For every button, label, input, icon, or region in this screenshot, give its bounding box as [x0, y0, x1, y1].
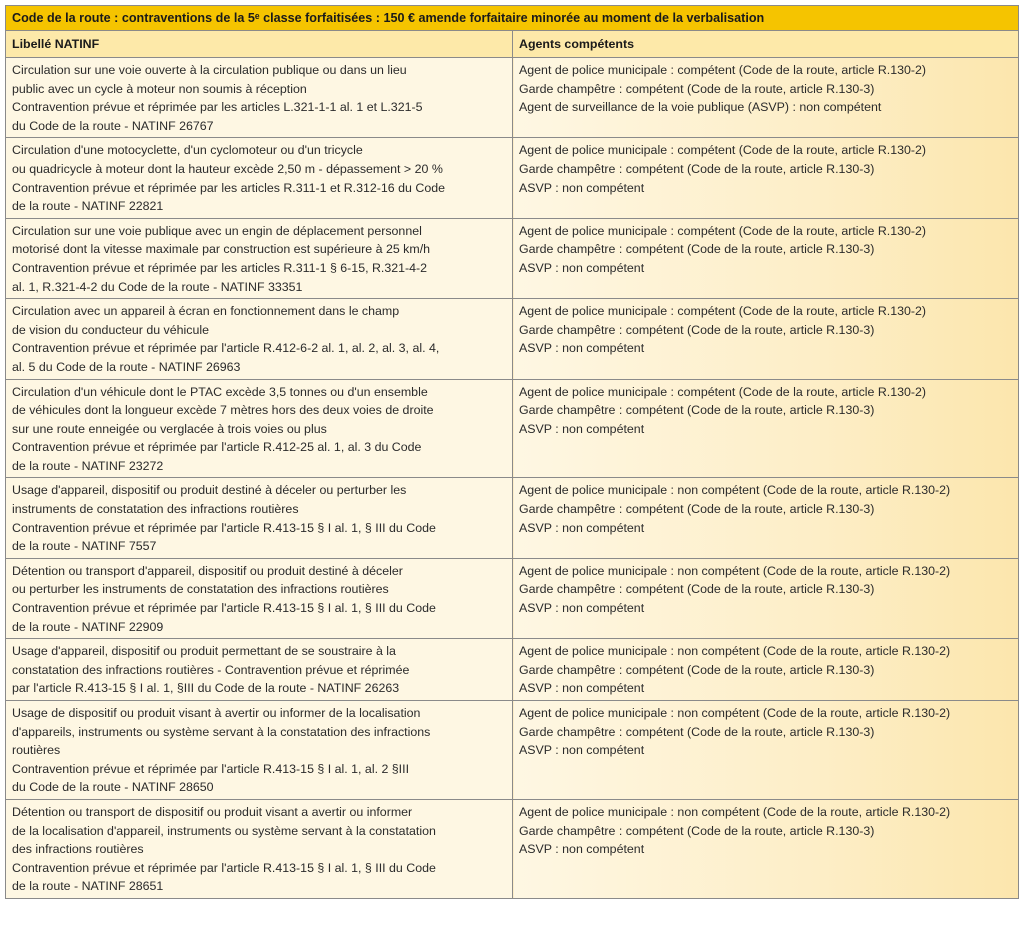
natinf-label-line: de la route - NATINF 23272: [12, 458, 164, 473]
competent-agents-cell: [513, 639, 1019, 701]
agent-competence-line: Agent de surveillance de la voie publique (ASVP) : non compétent: [519, 100, 882, 115]
agent-competence-line: Agent de police municipale : non compétent (Code de la route, article R.130-2): [519, 644, 951, 659]
competent-agents-cell: [513, 558, 1019, 638]
natinf-label-line: par l'article R.413-15 § I al. 1, §III du Code de la route - NATINF 26263: [12, 681, 400, 696]
agent-competence-line: Agent de police municipale : compétent (Code de la route, article R.130-2): [519, 384, 927, 399]
natinf-label-line: Usage de dispositif ou produit visant à avertir ou informer de la localisation: [12, 706, 421, 720]
agent-competence-line: Garde champêtre : compétent (Code de la route, article R.130-3): [519, 582, 875, 597]
natinf-label-line: de la route - NATINF 28651: [12, 879, 164, 894]
table-row: [6, 799, 1019, 898]
natinf-label-cell: [6, 558, 513, 638]
agent-competence-line: Garde champêtre : compétent (Code de la route, article R.130-3): [519, 161, 875, 176]
competent-agents-cell: [513, 478, 1019, 558]
natinf-label-cell: [6, 138, 513, 218]
competent-agents-cell: [513, 299, 1019, 379]
table-title: Code de la route : contraventions de la 5ᵉ classe forfaitisées : 150 € amende forfaitaire minorée au moment de la verbalisation: [6, 6, 1019, 31]
natinf-label-cell: [6, 639, 513, 701]
natinf-label-line: ou perturber les instruments de constatation des infractions routières: [12, 582, 389, 597]
agent-competence-line: Garde champêtre : compétent (Code de la route, article R.130-3): [519, 662, 875, 677]
agent-competence-line: Agent de police municipale : non compétent (Code de la route, article R.130-2): [519, 483, 951, 498]
natinf-label-cell: [6, 478, 513, 558]
header-row: [6, 31, 1019, 58]
agent-competence-line: Agent de police municipale : compétent (Code de la route, article R.130-2): [519, 143, 927, 158]
natinf-label-line: Contravention prévue et réprimée par les articles R.311-1 et R.312-16 du Code: [12, 180, 445, 195]
natinf-label-line: public avec un cycle à moteur non soumis à réception: [12, 81, 307, 96]
natinf-label-line: Contravention prévue et réprimée par l'article R.413-15 § I al. 1, § III du Code: [12, 860, 436, 875]
competent-agents-cell: [513, 799, 1019, 898]
agent-competence-line: Agent de police municipale : compétent (Code de la route, article R.130-2): [519, 304, 927, 319]
agent-competence-line: Garde champêtre : compétent (Code de la route, article R.130-3): [519, 502, 875, 517]
agent-competence-line: Garde champêtre : compétent (Code de la route, article R.130-3): [519, 403, 875, 418]
agent-competence-line: ASVP : non compétent: [519, 180, 645, 195]
table-row: [6, 478, 1019, 558]
agent-competence-line: ASVP : non compétent: [519, 743, 645, 758]
natinf-label-line: Contravention prévue et réprimée par les articles R.311-1 § 6-15, R.321-4-2: [12, 260, 428, 275]
natinf-label-line: Contravention prévue et réprimée par l'article R.413-15 § I al. 1, § III du Code: [12, 601, 436, 616]
natinf-label-line: sur une route enneigée ou verglacée à trois voies ou plus: [12, 421, 327, 436]
competent-agents-cell: [513, 138, 1019, 218]
natinf-label-line: al. 1, R.321-4-2 du Code de la route - NATINF 33351: [12, 279, 303, 294]
natinf-label-line: de véhicules dont la longueur excède 7 mètres hors des deux voies de droite: [12, 403, 434, 418]
natinf-label-line: Circulation avec un appareil à écran en fonctionnement dans le champ: [12, 304, 400, 319]
natinf-label-line: Circulation sur une voie publique avec un engin de déplacement personnel: [12, 223, 422, 238]
natinf-label-line: Contravention prévue et réprimée par les articles L.321-1-1 al. 1 et L.321-5: [12, 100, 423, 115]
competent-agents-cell: [513, 218, 1019, 298]
competent-agents-cell: [513, 58, 1019, 138]
natinf-label-cell: [6, 58, 513, 138]
natinf-label-line: de vision du conducteur du véhicule: [12, 322, 210, 337]
natinf-label-line: Contravention prévue et réprimée par l'article R.413-15 § I al. 1, § III du Code: [12, 520, 436, 535]
contraventions-table: [5, 5, 1019, 899]
agent-competence-line: Agent de police municipale : non compétent (Code de la route, article R.130-2): [519, 804, 951, 819]
natinf-label-line: de la route - NATINF 7557: [12, 539, 157, 554]
competent-agents-cell: [513, 379, 1019, 478]
natinf-label-line: Détention ou transport d'appareil, dispositif ou produit destiné à déceler: [12, 563, 403, 578]
natinf-label-line: Contravention prévue et réprimée par l'article R.413-15 § I al. 1, al. 2 §III: [12, 761, 410, 776]
natinf-label-line: instruments de constatation des infractions routières: [12, 502, 299, 517]
table-row: [6, 138, 1019, 218]
natinf-label-line: Circulation sur une voie ouverte à la circulation publique ou dans un lieu: [12, 63, 407, 77]
natinf-label-cell: [6, 799, 513, 898]
agent-competence-line: ASVP : non compétent: [519, 341, 645, 356]
natinf-label-line: Usage d'appareil, dispositif ou produit permettant de se soustraire à la: [12, 644, 396, 659]
natinf-label-line: routières: [12, 743, 61, 758]
natinf-label-cell: [6, 379, 513, 478]
agent-competence-line: Agent de police municipale : compétent (Code de la route, article R.130-2): [519, 63, 927, 77]
natinf-label-line: motorisé dont la vitesse maximale par construction est supérieure à 25 km/h: [12, 242, 431, 257]
agent-competence-line: ASVP : non compétent: [519, 260, 645, 275]
agent-competence-line: Agent de police municipale : compétent (Code de la route, article R.130-2): [519, 223, 927, 238]
natinf-label-line: du Code de la route - NATINF 28650: [12, 780, 214, 795]
table-row: [6, 701, 1019, 800]
agent-competence-line: Garde champêtre : compétent (Code de la route, article R.130-3): [519, 724, 875, 739]
natinf-label-line: d'appareils, instruments ou système servant à la constatation des infractions: [12, 724, 431, 739]
table-row: [6, 58, 1019, 138]
agent-competence-line: Garde champêtre : compétent (Code de la route, article R.130-3): [519, 823, 875, 838]
natinf-label-line: de la route - NATINF 22909: [12, 619, 164, 634]
agent-competence-line: ASVP : non compétent: [519, 681, 645, 696]
table-row: [6, 379, 1019, 478]
natinf-label-line: Détention ou transport de dispositif ou produit visant a avertir ou informer: [12, 804, 413, 819]
natinf-label-cell: [6, 299, 513, 379]
table-row: [6, 639, 1019, 701]
agent-competence-line: Agent de police municipale : non compétent (Code de la route, article R.130-2): [519, 706, 951, 720]
natinf-label-line: des infractions routières: [12, 842, 144, 857]
natinf-label-line: Contravention prévue et réprimée par l'article R.412-25 al. 1, al. 3 du Code: [12, 440, 422, 455]
natinf-label-line: constatation des infractions routières - Contravention prévue et réprimée: [12, 662, 410, 677]
natinf-label-line: de la localisation d'appareil, instruments ou système servant à la constatation: [12, 823, 436, 838]
natinf-label-line: Circulation d'un véhicule dont le PTAC excède 3,5 tonnes ou d'un ensemble: [12, 384, 428, 399]
natinf-label-line: du Code de la route - NATINF 26767: [12, 118, 214, 133]
agent-competence-line: Agent de police municipale : non compétent (Code de la route, article R.130-2): [519, 563, 951, 578]
natinf-label-line: al. 5 du Code de la route - NATINF 26963: [12, 359, 241, 374]
column-header-libelle: Libellé NATINF: [6, 31, 513, 58]
natinf-label-cell: [6, 218, 513, 298]
table-row: [6, 299, 1019, 379]
natinf-label-cell: [6, 701, 513, 800]
natinf-label-line: ou quadricycle à moteur dont la hauteur excède 2,50 m - dépassement > 20 %: [12, 161, 443, 176]
natinf-label-line: de la route - NATINF 22821: [12, 199, 164, 214]
agent-competence-line: Garde champêtre : compétent (Code de la route, article R.130-3): [519, 81, 875, 96]
competent-agents-cell: [513, 701, 1019, 800]
natinf-label-line: Circulation d'une motocyclette, d'un cyclomoteur ou d'un tricycle: [12, 143, 363, 158]
contraventions-table-container: [5, 5, 1018, 899]
column-header-agents: Agents compétents: [513, 31, 1019, 58]
agent-competence-line: ASVP : non compétent: [519, 520, 645, 535]
agent-competence-line: Garde champêtre : compétent (Code de la route, article R.130-3): [519, 322, 875, 337]
agent-competence-line: ASVP : non compétent: [519, 421, 645, 436]
table-row: [6, 558, 1019, 638]
agent-competence-line: ASVP : non compétent: [519, 601, 645, 616]
agent-competence-line: Garde champêtre : compétent (Code de la route, article R.130-3): [519, 242, 875, 257]
natinf-label-line: Contravention prévue et réprimée par l'article R.412-6-2 al. 1, al. 2, al. 3, al. 4,: [12, 341, 440, 356]
natinf-label-line: Usage d'appareil, dispositif ou produit destiné à déceler ou perturber les: [12, 483, 407, 498]
agent-competence-line: ASVP : non compétent: [519, 842, 645, 857]
table-row: [6, 218, 1019, 298]
table-body: [6, 58, 1019, 899]
